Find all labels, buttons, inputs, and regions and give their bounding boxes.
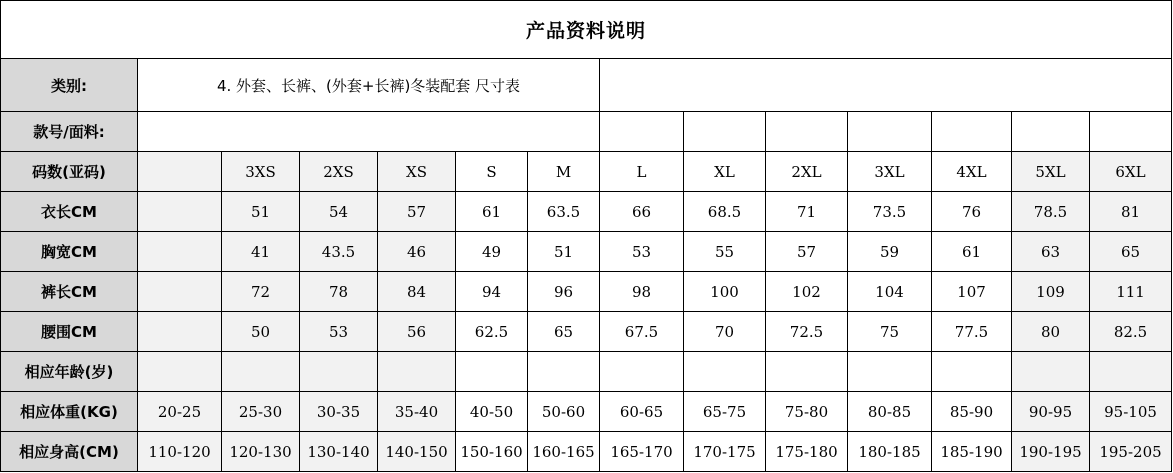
size-cell: 3XL [848, 152, 932, 192]
measurement-cell: 65 [528, 312, 600, 352]
measurement-row [1, 432, 1172, 472]
measurement-cell: 51 [222, 192, 300, 232]
measurement-cell: 75-80 [766, 392, 848, 432]
measurement-cell: 81 [1090, 192, 1172, 232]
measurement-cell: 80 [1012, 312, 1090, 352]
measurement-cell: 102 [766, 272, 848, 312]
measurement-cell: 150-160 [456, 432, 528, 472]
measurement-cell: 90-95 [1012, 392, 1090, 432]
measurement-cell: 104 [848, 272, 932, 312]
blank-cell [1090, 112, 1172, 152]
measurement-row [1, 392, 1172, 432]
measurement-cell: 95-105 [1090, 392, 1172, 432]
measurement-cell: 110-120 [138, 432, 222, 472]
measurement-cell: 60-65 [600, 392, 684, 432]
size-cell: 5XL [1012, 152, 1090, 192]
blank-cell [684, 112, 766, 152]
measurement-cell: 53 [600, 232, 684, 272]
measurement-cell: 85-90 [932, 392, 1012, 432]
measurement-cell: 49 [456, 232, 528, 272]
size-cell: 2XL [766, 152, 848, 192]
measurement-cell: 50 [222, 312, 300, 352]
measurement-cell: 54 [300, 192, 378, 232]
measurement-cell: 100 [684, 272, 766, 312]
blank-cell [766, 112, 848, 152]
measurement-cell: 175-180 [766, 432, 848, 472]
size-cell: S [456, 152, 528, 192]
measurement-cell: 53 [300, 312, 378, 352]
measurement-label: 腰围CM [1, 312, 138, 352]
measurement-cell: 61 [932, 232, 1012, 272]
measurement-cell: 55 [684, 232, 766, 272]
measurement-cell: 65 [1090, 232, 1172, 272]
measurement-cell: 67.5 [600, 312, 684, 352]
measurement-cell [138, 352, 222, 392]
measurement-cell: 70 [684, 312, 766, 352]
measurement-row [1, 192, 1172, 232]
blank-cell [600, 112, 684, 152]
measurement-cell [684, 352, 766, 392]
measurement-cell: 68.5 [684, 192, 766, 232]
measurement-cell: 190-195 [1012, 432, 1090, 472]
measurement-cell: 170-175 [684, 432, 766, 472]
measurement-cell [528, 352, 600, 392]
measurement-cell: 56 [378, 312, 456, 352]
measurement-cell [138, 232, 222, 272]
measurement-cell: 63 [1012, 232, 1090, 272]
measurement-cell: 185-190 [932, 432, 1012, 472]
measurement-cell: 80-85 [848, 392, 932, 432]
sizes-row [1, 152, 1172, 192]
size-cell: 4XL [932, 152, 1012, 192]
measurement-cell: 84 [378, 272, 456, 312]
measurement-cell: 66 [600, 192, 684, 232]
measurement-cell: 41 [222, 232, 300, 272]
size-cell: 2XS [300, 152, 378, 192]
measurement-cell [1090, 352, 1172, 392]
size-cell: L [600, 152, 684, 192]
measurement-cell: 160-165 [528, 432, 600, 472]
measurement-cell [1012, 352, 1090, 392]
measurement-cell: 120-130 [222, 432, 300, 472]
size-cell: XL [684, 152, 766, 192]
measurement-label: 胸宽CM [1, 232, 138, 272]
measurement-cell: 73.5 [848, 192, 932, 232]
measurement-row [1, 312, 1172, 352]
measurement-row [1, 232, 1172, 272]
measurement-cell: 140-150 [378, 432, 456, 472]
measurement-cell [138, 192, 222, 232]
measurement-cell: 180-185 [848, 432, 932, 472]
measurement-cell: 71 [766, 192, 848, 232]
measurement-cell [138, 272, 222, 312]
measurement-row [1, 272, 1172, 312]
measurement-label: 裤长CM [1, 272, 138, 312]
measurement-cell [600, 352, 684, 392]
category-label: 类别: [1, 59, 138, 112]
measurement-cell [766, 352, 848, 392]
measurement-cell: 25-30 [222, 392, 300, 432]
measurement-cell: 59 [848, 232, 932, 272]
measurement-cell: 61 [456, 192, 528, 232]
category-value: 4. 外套、长裤、(外套+长裤)冬装配套 尺寸表 [138, 59, 600, 112]
measurement-cell: 20-25 [138, 392, 222, 432]
measurement-cell: 82.5 [1090, 312, 1172, 352]
category-blank-cell [600, 59, 1172, 112]
sizes-label: 码数(亚码) [1, 152, 138, 192]
measurement-cell: 50-60 [528, 392, 600, 432]
measurement-cell: 130-140 [300, 432, 378, 472]
measurement-cell: 57 [378, 192, 456, 232]
measurement-cell: 75 [848, 312, 932, 352]
measurement-cell: 46 [378, 232, 456, 272]
measurement-cell: 40-50 [456, 392, 528, 432]
measurement-cell [378, 352, 456, 392]
measurement-cell: 62.5 [456, 312, 528, 352]
measurement-cell: 107 [932, 272, 1012, 312]
measurement-label: 相应身高(CM) [1, 432, 138, 472]
measurement-cell: 35-40 [378, 392, 456, 432]
measurement-cell [456, 352, 528, 392]
measurement-cell: 98 [600, 272, 684, 312]
measurement-cell: 51 [528, 232, 600, 272]
size-cell: 6XL [1090, 152, 1172, 192]
measurement-cell [222, 352, 300, 392]
measurement-cell: 195-205 [1090, 432, 1172, 472]
size-cell: 3XS [222, 152, 300, 192]
measurement-cell: 76 [932, 192, 1012, 232]
measurement-cell: 109 [1012, 272, 1090, 312]
measurement-row [1, 352, 1172, 392]
size-cell: XS [378, 152, 456, 192]
measurement-cell: 65-75 [684, 392, 766, 432]
size-cell: M [528, 152, 600, 192]
measurement-cell [932, 352, 1012, 392]
table-title: 产品资料说明 [1, 1, 1172, 59]
measurement-label: 相应体重(KG) [1, 392, 138, 432]
size-cell [138, 152, 222, 192]
measurement-cell: 78.5 [1012, 192, 1090, 232]
measurement-cell: 94 [456, 272, 528, 312]
blank-cell [848, 112, 932, 152]
measurement-label: 衣长CM [1, 192, 138, 232]
measurement-cell: 57 [766, 232, 848, 272]
measurement-cell: 72 [222, 272, 300, 312]
measurement-cell [138, 312, 222, 352]
blank-cell [1012, 112, 1090, 152]
measurement-label: 相应年龄(岁) [1, 352, 138, 392]
measurement-cell: 96 [528, 272, 600, 312]
measurement-cell: 72.5 [766, 312, 848, 352]
measurement-cell: 111 [1090, 272, 1172, 312]
blank-cell [932, 112, 1012, 152]
measurement-cell: 78 [300, 272, 378, 312]
style-material-value [138, 112, 600, 152]
measurement-cell [300, 352, 378, 392]
measurement-cell: 165-170 [600, 432, 684, 472]
measurement-cell: 43.5 [300, 232, 378, 272]
measurement-cell: 30-35 [300, 392, 378, 432]
measurement-cell: 77.5 [932, 312, 1012, 352]
style-material-label: 款号/面料: [1, 112, 138, 152]
measurement-cell: 63.5 [528, 192, 600, 232]
measurement-cell [848, 352, 932, 392]
